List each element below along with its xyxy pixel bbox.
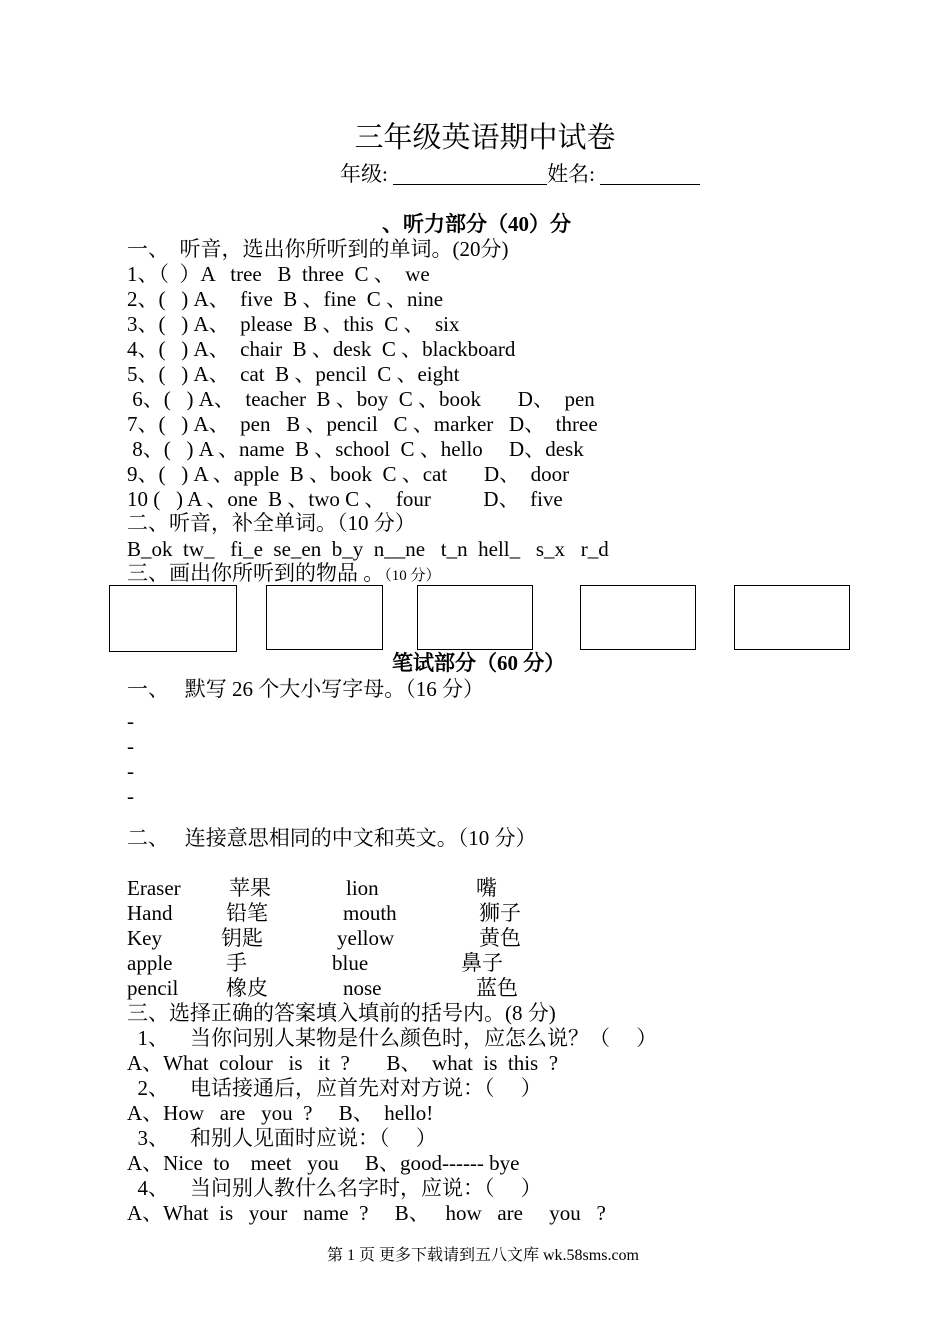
alphabet-line[interactable]: -	[127, 734, 134, 758]
choice-options: A、How are you ? B、 hello!	[127, 1101, 434, 1125]
choice-question: 1、 当你问别人某物是什么颜色时，应怎么说？（ ）	[127, 1026, 658, 1050]
match-english-2: yellow	[337, 926, 395, 950]
match-english-1: pencil	[127, 976, 179, 1000]
match-chinese-2: 黄色	[479, 926, 521, 950]
choice-question: 3、 和别人见面时应说：（ ）	[127, 1126, 437, 1150]
listening-part2-header: 二、听音，补全单词。（10 分）	[127, 511, 416, 535]
match-english-1: Hand	[127, 901, 173, 925]
fill-in-words: B_ok tw_ fi_e se_en b_y n__ne t_n hell_ s_x r_d	[127, 537, 609, 561]
student-info-line	[340, 162, 700, 187]
listening-item: 8、( ) A 、name B 、school C 、hello D、desk	[127, 437, 584, 461]
match-english-2: blue	[332, 951, 369, 975]
drawing-box[interactable]	[580, 585, 696, 650]
alphabet-line[interactable]: -	[127, 709, 134, 733]
match-chinese-1: 铅笔	[226, 901, 268, 925]
grade-label: 年级:	[340, 162, 388, 186]
listening-item: 7、( ) A、 pen B 、pencil C 、marker D、 three	[127, 412, 598, 436]
listening-item: 4、( ) A、 chair B 、desk C 、blackboard	[127, 337, 516, 361]
choice-question: 2、 电话接通后，应首先对对方说：（ ）	[127, 1076, 542, 1100]
alphabet-line[interactable]: -	[127, 784, 134, 808]
choice-options: A、What colour is it ? B、 what is this ?	[127, 1051, 559, 1075]
match-english-1: apple	[127, 951, 173, 975]
listening-item: 9、( ) A 、apple B 、book C 、cat D、 door	[127, 462, 570, 486]
page-footer: 第 1 页 更多下载请到五八文库 wk.58sms.com	[326, 1247, 639, 1264]
match-chinese-2: 蓝色	[476, 976, 518, 1000]
match-english-2: lion	[346, 876, 379, 900]
part3-instruction: 三、画出你所听到的物品 。	[127, 561, 385, 585]
match-chinese-1: 橡皮	[226, 976, 268, 1000]
choice-options: A、Nice to meet you B、good------ bye	[127, 1151, 520, 1175]
name-blank[interactable]	[600, 164, 700, 185]
match-english-2: nose	[343, 976, 382, 1000]
written-part3-header: 三、选择正确的答案填入填前的括号内。(8 分)	[127, 1001, 556, 1025]
match-chinese-1: 苹果	[229, 876, 271, 900]
drawing-box[interactable]	[417, 585, 533, 650]
match-english-1: Key	[127, 926, 162, 950]
listening-part1-header: 一、 听音，选出你所听到的单词。(20分)	[127, 237, 509, 261]
match-english-2: mouth	[343, 901, 397, 925]
choice-question: 4、 当问别人教什么名字时，应说：（ ）	[127, 1176, 542, 1200]
written-part1-header: 一、 默写 26 个大小写字母。（16 分）	[127, 677, 484, 701]
page-title: 三年级英语期中试卷	[354, 120, 616, 154]
listening-section-header: 、听力部分（40）分	[382, 212, 571, 236]
listening-item: 5、( ) A、 cat B 、pencil C 、eight	[127, 362, 460, 386]
match-chinese-1: 手	[226, 951, 247, 975]
listening-item: 10 ( ) A 、one B 、two C 、 four D、 five	[127, 487, 563, 511]
match-chinese-2: 嘴	[476, 876, 497, 900]
alphabet-line[interactable]: -	[127, 759, 134, 783]
match-english-1: Eraser	[127, 876, 181, 900]
listening-item: 1、（ ）A tree B three C 、 we	[127, 262, 430, 286]
listening-item: 6、( ) A、 teacher B 、boy C 、book D、 pen	[127, 387, 595, 411]
drawing-box[interactable]	[734, 585, 850, 650]
written-section-header: 笔试部分（60 分）	[392, 651, 566, 675]
written-part2-header: 二、 连接意思相同的中文和英文。（10 分）	[127, 826, 537, 850]
grade-blank[interactable]	[393, 164, 547, 185]
drawing-box[interactable]	[109, 585, 237, 652]
drawing-box[interactable]	[266, 585, 383, 650]
choice-options: A、What is your name ? B、 how are you ?	[127, 1201, 606, 1225]
listening-item: 2、( ) A、 five B 、fine C 、nine	[127, 287, 444, 311]
part3-score: （10 分）	[384, 568, 441, 584]
match-chinese-1: 钥匙	[221, 926, 263, 950]
match-chinese-2: 鼻子	[461, 951, 503, 975]
match-chinese-2: 狮子	[479, 901, 521, 925]
listening-item: 3、( ) A、 please B 、this C 、 six	[127, 312, 460, 336]
name-label: 姓名:	[547, 162, 595, 186]
